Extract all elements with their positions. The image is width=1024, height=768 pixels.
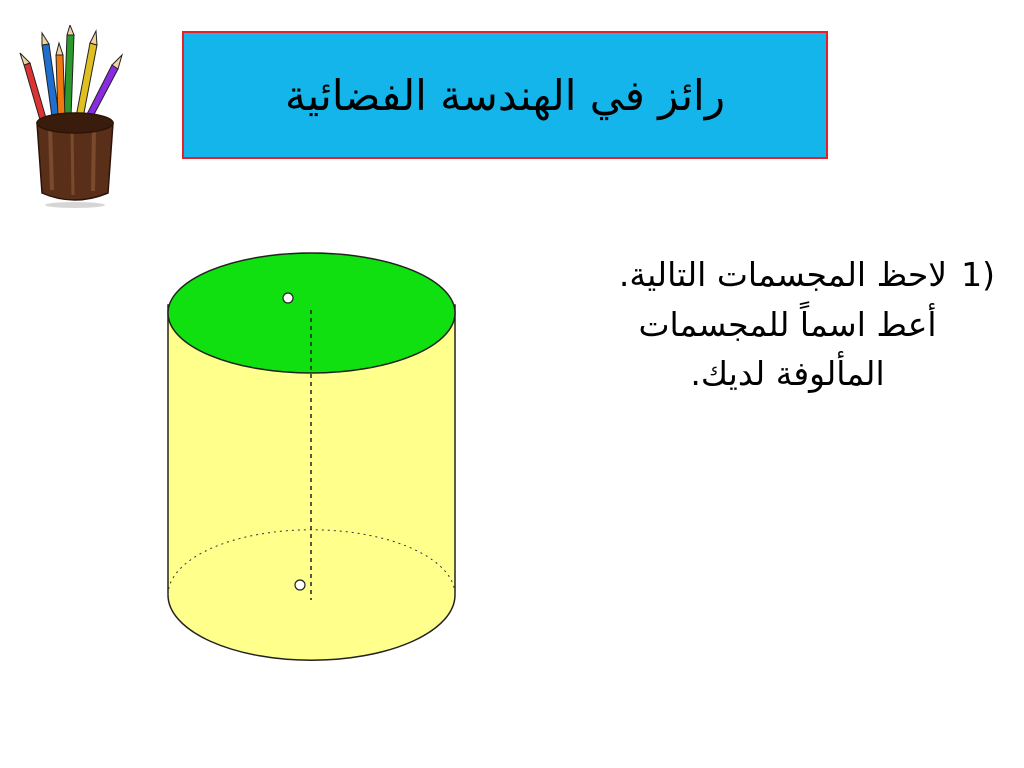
question-text — [520, 250, 995, 399]
question-line-2: أعط اسماً للمجسمات — [638, 304, 937, 344]
question-instruction: لاحظ المجسمات التالية. — [618, 255, 948, 294]
pencil-cup-icon — [12, 25, 127, 214]
question-line-3: المألوفة لديك. — [690, 354, 885, 393]
question-line-1 — [520, 250, 995, 300]
slide-title: رائز في الهندسة الفضائية — [284, 70, 725, 120]
title-box — [182, 31, 828, 159]
cylinder-figure — [160, 245, 470, 674]
question-number: 1) — [961, 255, 995, 294]
